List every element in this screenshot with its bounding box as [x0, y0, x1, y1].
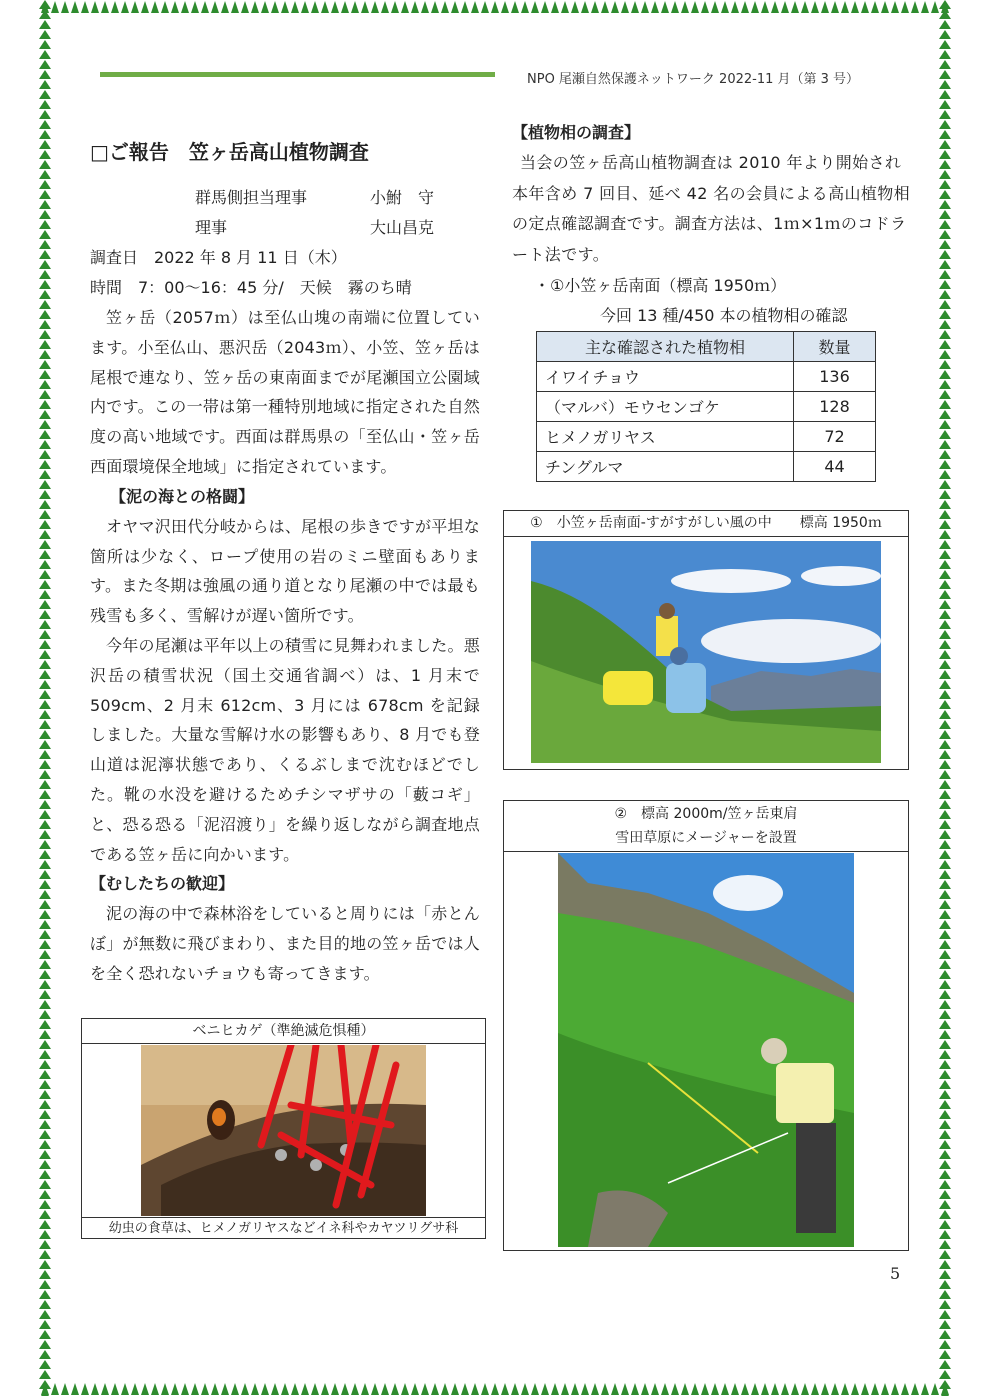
photo-2-caption [504, 801, 908, 852]
species-name: ヒメノガリヤス [537, 422, 794, 452]
article-title: □ご報告 笠ヶ岳高山植物調査 [90, 140, 369, 164]
species-name: （マルバ）モウセンゴケ [537, 392, 794, 422]
author-name: 大山昌克 [370, 218, 435, 237]
measuring-tape-meadow-photo [558, 853, 854, 1247]
butterfly-on-boot-photo [141, 1045, 426, 1216]
table-row [537, 422, 876, 452]
right-column [512, 118, 912, 482]
butterfly-photo-box [81, 1018, 486, 1239]
survey-site-bullet: ・①小笠ヶ岳南面（標高 1950ｍ） [534, 276, 787, 295]
table-header-species: 主な確認された植物相 [537, 332, 794, 362]
author-line [90, 183, 480, 213]
species-count: 72 [794, 422, 876, 452]
species-count: 136 [794, 362, 876, 392]
table-header-row [537, 332, 876, 362]
section-heading-mud: 【泥の海との格闘】 [110, 486, 255, 506]
table-row [537, 362, 876, 392]
mud-paragraph-2: 今年の尾瀬は平年以上の積雪に見舞われました。悪沢岳の積雪状況（国土交通省調べ）は、1 月末で 509cm、2 月末 612cm、3 月には 678cm を記録しました。大量な雪解け水の影響もあり、8 月でも登山道は泥濘状態であり、くるぶしまで沈むほどでした。靴の水没を避けるためチシマザサの「藪コギ」と、恐る恐る「泥沼渡り」を繰り返しながら調査地点である笠ヶ岳に向かいます。 [90, 635, 480, 864]
tree-border-right [938, 0, 952, 1396]
photo-1-box [503, 510, 909, 770]
species-name: イワイチョウ [537, 362, 794, 392]
species-count: 128 [794, 392, 876, 422]
species-name: チングルマ [537, 452, 794, 482]
newsletter-header: NPO 尾瀬自然保護ネットワーク 2022-11 月（第 3 号） [527, 72, 860, 87]
insects-paragraph: 泥の海の中で森林浴をしていると周りには「赤とんぼ」が無数に飛びまわり、また目的地の笠ヶ岳では人を全く恐れないチョウも寄ってきます。 [90, 904, 480, 983]
butterfly-photo-caption: ベニヒカゲ（準絶滅危惧種） [82, 1019, 485, 1044]
photo-1-caption: ① 小笠ヶ岳南面-すがすがしい風の中 標高 1950ｍ [504, 511, 908, 537]
survey-team-slope-photo [531, 541, 881, 763]
table-row [537, 392, 876, 422]
survey-date: 調査日 2022 年 8 月 11 日（木） [90, 248, 347, 267]
author-role: 理事 [195, 218, 228, 237]
mud-paragraph-1: オヤマ沢田代分岐からは、尾根の歩きですが平坦な箇所は少なく、ロープ使用の岩のミニ壁面もあります。また冬期は強風の通り道となり尾瀬の中では最も残雪も多く、雪解けが遅い箇所です。 [90, 516, 480, 626]
author-line [90, 213, 480, 243]
flora-heading: 【植物相の調査】 [512, 123, 641, 142]
table-row [537, 452, 876, 482]
section-heading-insects: 【むしたちの歓迎】 [90, 874, 235, 894]
author-role: 群馬側担当理事 [195, 188, 308, 207]
species-count: 44 [794, 452, 876, 482]
survey-time-weather: 時間 7：00〜16：45 分/ 天候 霧のち晴 [90, 278, 412, 297]
tree-border-left [38, 0, 52, 1396]
header-green-bar [100, 72, 495, 77]
page-number: 5 [890, 1264, 901, 1283]
author-name: 小鮒 守 [370, 188, 435, 207]
flora-paragraph: 当会の笠ヶ岳高山植物調査は 2010 年より開始され本年含め 7 回目、延べ 42 名の会員による高山植物相の定点確認調査です。調査方法は、1ｍ×1ｍのコドラート法です。 [512, 153, 911, 264]
left-column [90, 132, 480, 989]
tree-border-top [40, 0, 950, 14]
intro-paragraph: 笠ヶ岳（2057ｍ）は至仏山塊の南端に位置しています。小至仏山、悪沢岳（2043ｍ）、小笠、笠ヶ岳は尾根で連なり、笠ヶ岳の東南面までが尾瀬国立公園域内です。この一帯は第一種特別地域に指定された自然度の高い地域です。西面は群馬県の「至仏山・笠ヶ岳西面環境保全地域」に指定されています。 [90, 308, 480, 476]
flora-count-caption: 今回 13 種/450 本の植物相の確認 [600, 306, 848, 325]
photo-2-box [503, 800, 909, 1251]
photo-2-caption-line-2: 雪田草原にメージャーを設置 [615, 830, 797, 846]
photo-2-caption-line-1: ② 標高 2000m/笠ヶ岳東肩 [614, 806, 798, 822]
flora-table [536, 331, 876, 482]
tree-border-bottom [40, 1382, 950, 1396]
table-header-count: 数量 [794, 332, 876, 362]
butterfly-photo-note: 幼虫の食草は、ヒメノガリヤスなどイネ科やカヤツリグサ科 [82, 1217, 485, 1239]
